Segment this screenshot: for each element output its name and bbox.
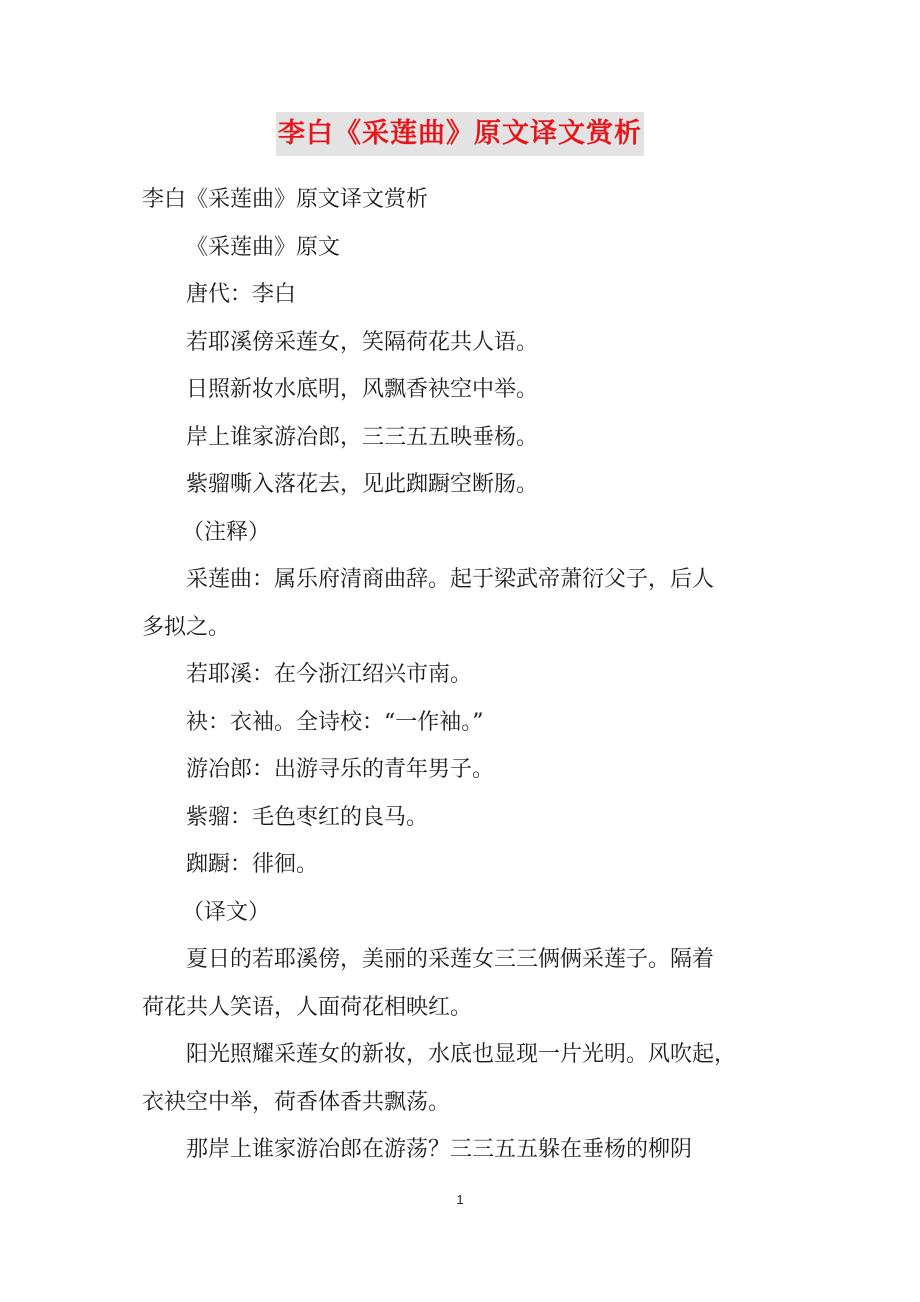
translation-line: 夏日的若耶溪傍，美丽的采莲女三三俩俩采莲子。隔着 xyxy=(186,947,715,972)
note-line-continued: 多拟之。 xyxy=(142,614,231,640)
note-line: 若耶溪：在今浙江绍兴市南。 xyxy=(186,662,473,687)
note-line: 紫骝：毛色枣红的良马。 xyxy=(186,804,429,830)
notes-label: （注释） xyxy=(182,519,271,545)
author-line: 唐代：李白 xyxy=(186,282,297,307)
poem-line: 紫骝嘶入落花去，见此踟蹰空断肠。 xyxy=(186,472,539,497)
document-body xyxy=(142,176,792,1174)
page-title-text: 李白《采莲曲》原文译文赏析 xyxy=(276,112,644,156)
translation-line: 阳光照耀采莲女的新妆，水底也显现一片光明。风吹起， xyxy=(186,1042,737,1067)
translation-label: （译文） xyxy=(182,899,271,925)
note-line: 采莲曲：属乐府清商曲辞。起于梁武帝萧衍父子，后人 xyxy=(186,567,715,592)
page-title xyxy=(0,112,920,156)
poem-line: 岸上谁家游冶郎，三三五五映垂杨。 xyxy=(186,424,539,450)
poem-line: 日照新妆水底明，风飘香袂空中举。 xyxy=(186,377,539,402)
section-original-heading: 《采莲曲》原文 xyxy=(186,234,341,260)
document-heading: 李白《采莲曲》原文译文赏析 xyxy=(142,187,429,212)
page-number: 1 xyxy=(456,1192,464,1207)
note-line: 游冶郎：出游寻乐的青年男子。 xyxy=(186,757,495,782)
note-line: 踟蹰：徘徊。 xyxy=(186,852,319,877)
translation-line-continued: 衣袂空中举，荷香体香共飘荡。 xyxy=(142,1089,451,1115)
translation-line: 那岸上谁家游冶郎在游荡？三三五五躲在垂杨的柳阴 xyxy=(186,1137,693,1162)
note-line: 袂：衣袖。全诗校：“一作袖。” xyxy=(186,709,484,735)
poem-line: 若耶溪傍采莲女，笑隔荷花共人语。 xyxy=(186,329,539,355)
translation-line-continued: 荷花共人笑语，人面荷花相映红。 xyxy=(142,994,473,1020)
